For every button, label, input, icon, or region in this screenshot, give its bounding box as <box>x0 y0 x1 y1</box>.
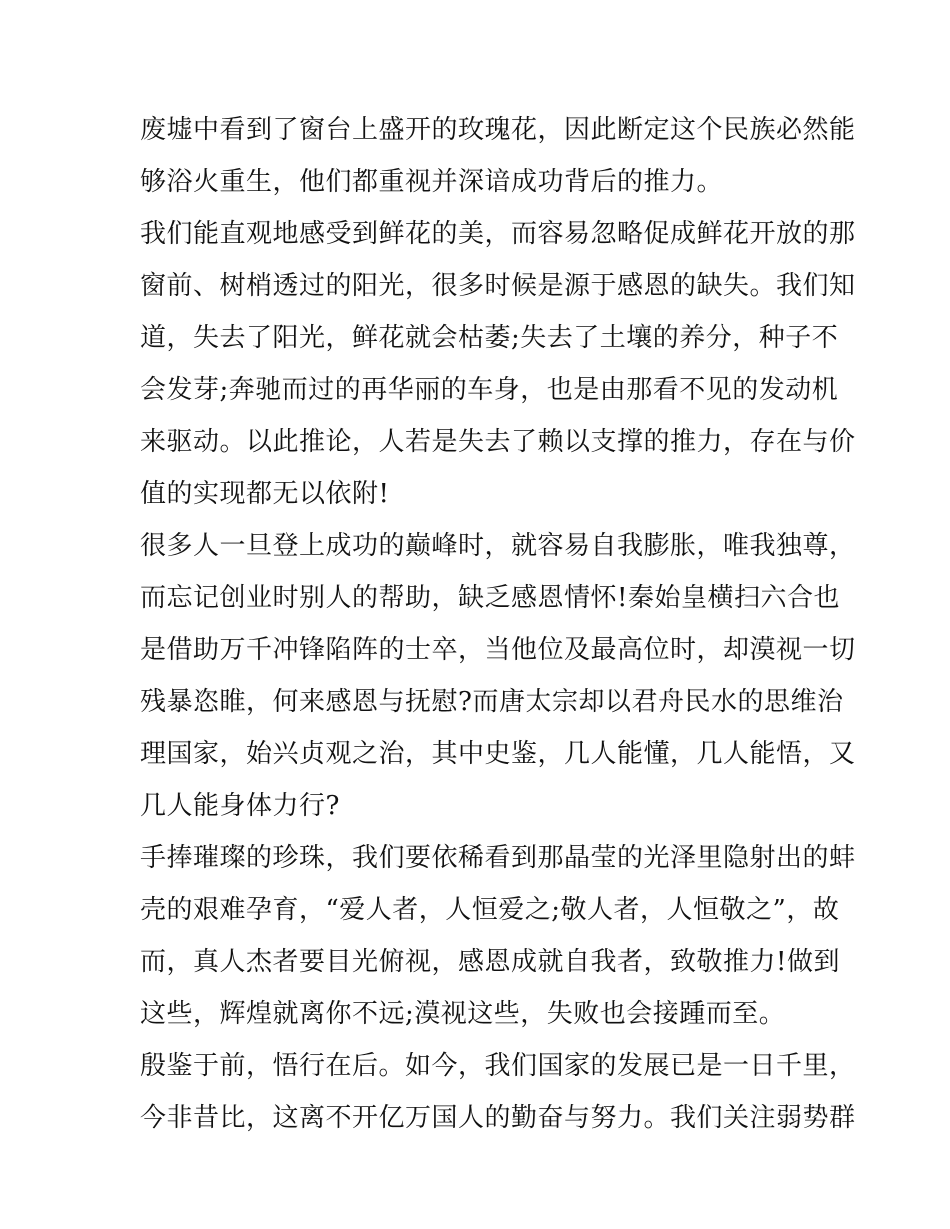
text-line: 残暴恣睢，何来感恩与抚慰?而唐太宗却以君舟民水的思维治 <box>140 687 844 717</box>
text-line: 几人能身体力行? <box>140 791 340 821</box>
text-line: 手捧璀璨的珍珠，我们要依稀看到那晶莹的光泽里隐射出的蚌 <box>140 843 856 873</box>
text-line: 壳的艰难孕育，“爱人者，人恒爱之;敬人者，人恒敬之”，故 <box>140 895 840 925</box>
text-line: 会发芽;奔驰而过的再华丽的车身，也是由那看不见的发动机 <box>140 375 839 405</box>
text-line: 窗前、树梢透过的阳光，很多时候是源于感恩的缺失。我们知 <box>140 271 856 301</box>
text-line: 这些，辉煌就离你不远;漠视这些，失败也会接踵而至。 <box>140 999 786 1029</box>
text-line: 废墟中看到了窗台上盛开的玫瑰花，因此断定这个民族必然能 <box>140 115 856 145</box>
text-line: 理国家，始兴贞观之治，其中史鉴，几人能懂，几人能悟，又 <box>140 739 856 769</box>
text-line: 而，真人杰者要目光俯视，感恩成就自我者，致敬推力!做到 <box>140 947 840 977</box>
text-line: 今非昔比，这离不开亿万国人的勤奋与努力。我们关注弱势群 <box>140 1103 856 1133</box>
text-line: 而忘记创业时别人的帮助，缺乏感恩情怀!秦始皇横扫六合也 <box>140 583 840 613</box>
text-line: 道，失去了阳光，鲜花就会枯萎;失去了土壤的养分，种子不 <box>140 323 839 353</box>
body-text <box>140 104 856 1144</box>
text-line: 来驱动。以此推论，人若是失去了赖以支撑的推力，存在与价 <box>140 427 856 457</box>
text-line: 是借助万千冲锋陷阵的士卒，当他位及最高位时，却漠视一切 <box>140 635 856 665</box>
text-line: 值的实现都无以依附! <box>140 479 390 509</box>
text-line: 够浴火重生，他们都重视并深谙成功背后的推力。 <box>140 167 724 197</box>
text-line: 我们能直观地感受到鲜花的美，而容易忽略促成鲜花开放的那 <box>140 219 856 249</box>
text-line: 殷鉴于前，悟行在后。如今，我们国家的发展已是一日千里， <box>140 1051 856 1081</box>
text-line: 很多人一旦登上成功的巅峰时，就容易自我膨胀，唯我独尊， <box>140 531 856 561</box>
